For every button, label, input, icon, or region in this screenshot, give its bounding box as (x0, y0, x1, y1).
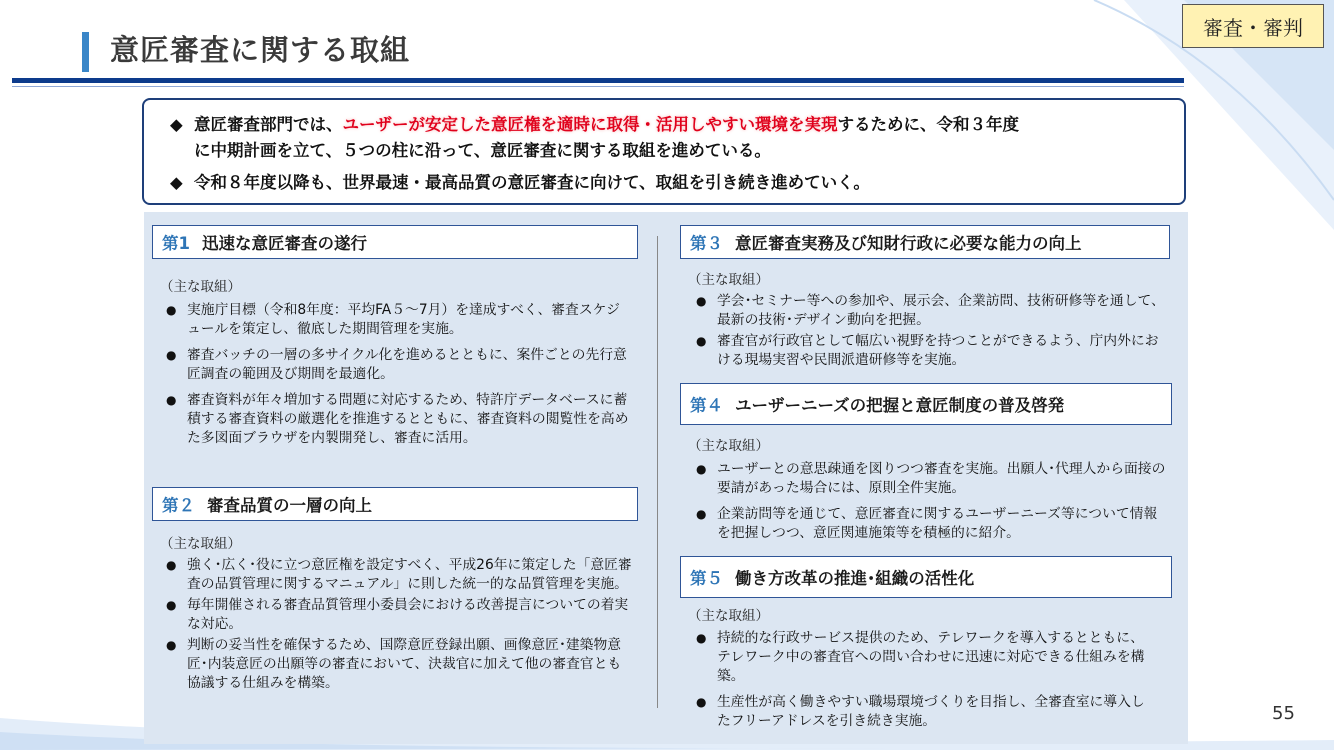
section-2-heading (152, 487, 638, 521)
bullet-dot-icon: ● (166, 393, 177, 407)
item-text: 判断の妥当性を確保するため、国際意匠登録出願、画像意匠･建築物意匠･内装意匠の出願等の審査において、決裁官に加えて他の審査官とも協議する仕組みを構築。 (187, 637, 622, 691)
list-item (166, 556, 632, 594)
section-1-heading (152, 225, 638, 259)
item-text: 強く･広く･役に立つ意匠権を設定すべく、平成26年に策定した「意匠審査の品質管理に関するマニュアル」に則した統一的な品質管理を実施。 (187, 557, 632, 592)
section-title: 審査品質の一層の向上 (207, 496, 372, 515)
item-text: 審査資料が年々増加する問題に対応するため、特許庁データベースに蓄積する審査資料の厳選化を推進するとともに、審査資料の閲覧性を高めた多図面ブラウザを内製開発し、審査に活用。 (187, 392, 629, 446)
section-title: 働き方改革の推進･組織の活性化 (735, 569, 975, 588)
bullet-dot-icon: ● (166, 638, 177, 652)
list-item (166, 636, 632, 693)
title-rule (12, 78, 1184, 83)
list-item (696, 332, 1166, 370)
item-text: 審査バッチの一層の多サイクル化を進めるとともに、案件ごとの先行意匠調査の範囲及び期間を最適化。 (187, 347, 627, 382)
list-item (166, 596, 632, 634)
section-title: ユーザーニーズの把握と意匠制度の普及啓発 (735, 396, 1065, 415)
list-item (166, 391, 632, 448)
bullet-dot-icon: ● (696, 462, 707, 476)
bullet-dot-icon: ● (166, 303, 177, 317)
bullet-dot-icon: ● (696, 507, 707, 521)
list-item (696, 505, 1166, 543)
section-5-heading (680, 556, 1172, 598)
section-4-list (696, 460, 1166, 550)
section-3-list (696, 292, 1166, 372)
list-item (696, 460, 1166, 498)
page-title: 意匠審査に関する取組 (110, 33, 411, 67)
diamond-bullet-icon: ◆ (170, 115, 183, 134)
summary-line-1 (170, 112, 1164, 164)
summary-text: 令和８年度以降も、世界最速・最高品質の意匠審査に向けて、取組を引き続き進めていく。 (194, 173, 870, 192)
sub-label: （主な取組） (688, 438, 769, 454)
sub-label: （主な取組） (160, 279, 241, 295)
section-title: 意匠審査実務及び知財行政に必要な能力の向上 (735, 234, 1082, 253)
item-text: ユーザーとの意思疎通を図りつつ審査を実施。出願人･代理人から面接の要請があった場合には、原則全件実施。 (717, 461, 1166, 496)
section-number: 第1 (162, 234, 190, 253)
bullet-dot-icon: ● (166, 558, 177, 572)
section-3-heading (680, 225, 1170, 259)
bullet-dot-icon: ● (696, 334, 707, 348)
item-text: 審査官が行政官として幅広い視野を持つことができるよう、庁内外における現場実習や民間派遣研修等を実施。 (717, 333, 1159, 368)
item-text: 毎年開催される審査品質管理小委員会における改善提言についての着実な対応。 (187, 597, 629, 632)
summary-line-2 (170, 170, 1164, 196)
section-5-list (696, 629, 1156, 738)
category-tag: 審査・審判 (1182, 4, 1324, 48)
summary-text: に中期計画を立て、５つの柱に沿って、意匠審査に関する取組を進めている。 (194, 141, 771, 160)
item-text: 生産性が高く働きやすい職場環境づくりを目指し、全審査室に導入したフリーアドレスを引き続き実施。 (717, 694, 1145, 729)
summary-text: 意匠審査部門では、 (194, 115, 343, 134)
page-number: 55 (1272, 703, 1295, 724)
summary-highlight: ユーザーが安定した意匠権を適時に取得・活用しやすい環境を実現 (342, 115, 838, 134)
section-number: 第２ (162, 496, 195, 515)
title-rule-thin (12, 86, 1184, 87)
list-item (696, 292, 1166, 330)
list-item (696, 629, 1156, 686)
item-text: 企業訪問等を通じて、意匠審査に関するユーザーニーズ等について情報を把握しつつ、意匠関連施策等を積極的に紹介。 (717, 506, 1158, 541)
list-item (166, 346, 632, 384)
section-number: 第４ (690, 396, 723, 415)
bullet-dot-icon: ● (696, 294, 707, 308)
sub-label: （主な取組） (160, 536, 241, 552)
title-accent-bar (82, 32, 89, 72)
column-divider (657, 236, 658, 708)
section-2-list (166, 556, 632, 695)
sub-label: （主な取組） (688, 608, 769, 624)
item-text: 持続的な行政サービス提供のため、テレワークを導入するとともに、テレワーク中の審査官への問い合わせに迅速に対応できる仕組みを構築。 (717, 630, 1145, 684)
list-item (696, 693, 1156, 731)
summary-box (142, 98, 1186, 205)
section-1-list (166, 301, 632, 455)
sub-label: （主な取組） (688, 272, 769, 288)
section-4-heading (680, 383, 1172, 425)
bullet-dot-icon: ● (696, 695, 707, 709)
section-title: 迅速な意匠審査の遂行 (201, 234, 367, 253)
bullet-dot-icon: ● (696, 631, 707, 645)
list-item (166, 301, 632, 339)
section-number: 第３ (690, 234, 723, 253)
section-number: 第５ (690, 569, 723, 588)
item-text: 実施庁目標（令和8年度：平均FA５～7月）を達成すべく、審査スケジュールを策定し、徹底した期間管理を実施。 (187, 302, 620, 337)
summary-text: するために、令和３年度 (837, 115, 1019, 134)
bullet-dot-icon: ● (166, 598, 177, 612)
item-text: 学会･セミナー等への参加や、展示会、企業訪問、技術研修等を通して、最新の技術･デザイン動向を把握。 (717, 293, 1165, 328)
diamond-bullet-icon: ◆ (170, 173, 183, 192)
bullet-dot-icon: ● (166, 348, 177, 362)
